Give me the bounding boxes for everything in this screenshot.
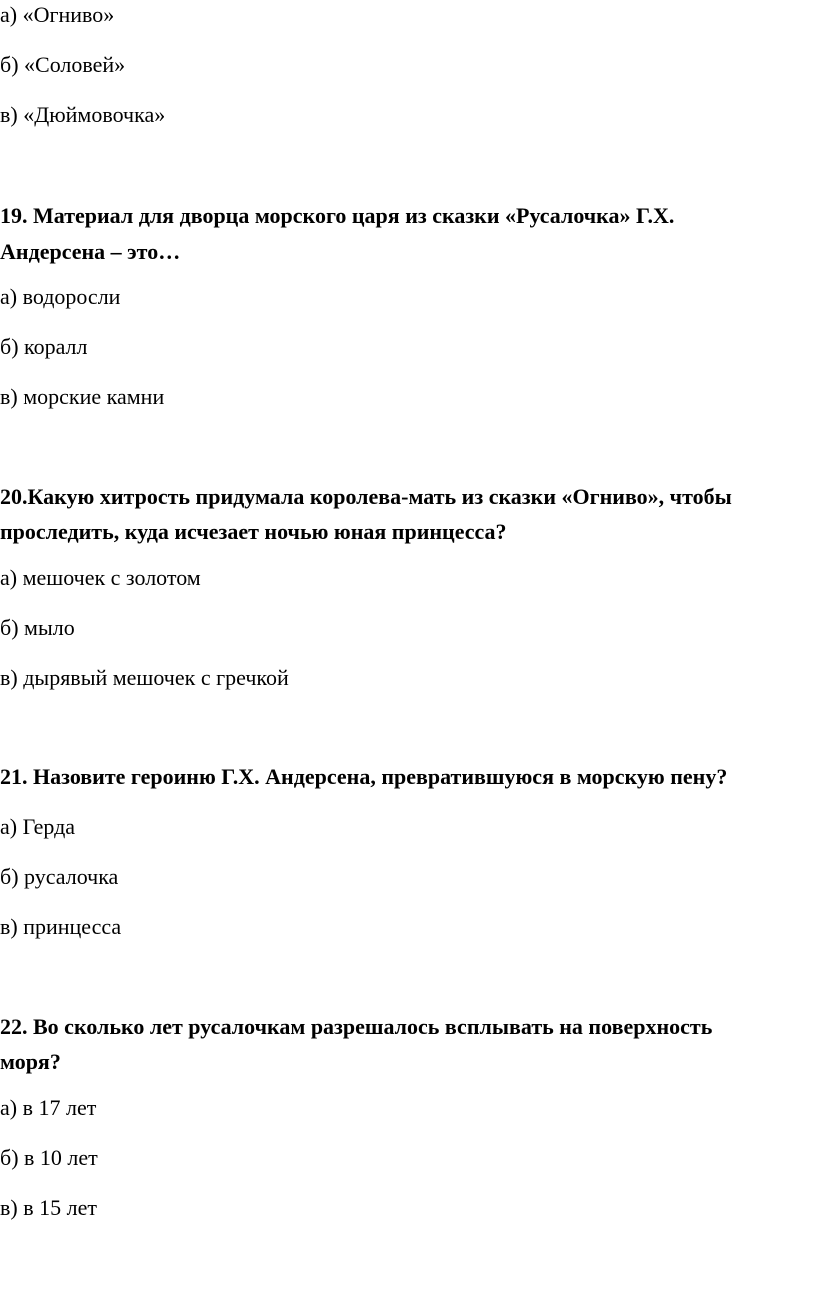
question-22-option-b: б) в 10 лет bbox=[0, 1145, 98, 1170]
question-19-option-a: а) водоросли bbox=[0, 284, 121, 309]
prev-option-c: в) «Дюймовочка» bbox=[0, 102, 166, 127]
question-22-option-a: а) в 17 лет bbox=[0, 1095, 97, 1120]
question-20-line-2: проследить, куда исчезает ночью юная принцесса? bbox=[0, 519, 507, 544]
question-22-option-c: в) в 15 лет bbox=[0, 1195, 97, 1220]
question-22-line-1: 22. Во сколько лет русалочкам разрешалось всплывать на поверхность bbox=[0, 1014, 713, 1039]
question-20-option-a: а) мешочек с золотом bbox=[0, 565, 201, 590]
question-19-option-c: в) морские камни bbox=[0, 384, 165, 409]
question-20-option-c: в) дырявый мешочек с гречкой bbox=[0, 665, 289, 690]
prev-option-a: а) «Огниво» bbox=[0, 2, 115, 27]
prev-option-b: б) «Соловей» bbox=[0, 52, 126, 77]
question-22-line-2: моря? bbox=[0, 1049, 61, 1074]
question-20-line-1: 20.Какую хитрость придумала королева-мать из сказки «Огниво», чтобы bbox=[0, 484, 732, 509]
question-21-option-c: в) принцесса bbox=[0, 914, 122, 939]
question-21-option-b: б) русалочка bbox=[0, 864, 119, 889]
question-21-option-a: а) Герда bbox=[0, 814, 76, 839]
question-20-option-b: б) мыло bbox=[0, 615, 75, 640]
question-19-line-1: 19. Материал для дворца морского царя из сказки «Русалочка» Г.Х. bbox=[0, 203, 675, 228]
question-21-line-1: 21. Назовите героиню Г.Х. Андерсена, превратившуюся в морскую пену? bbox=[0, 764, 728, 789]
question-19-option-b: б) коралл bbox=[0, 334, 88, 359]
question-19-line-2: Андерсена – это… bbox=[0, 239, 181, 264]
